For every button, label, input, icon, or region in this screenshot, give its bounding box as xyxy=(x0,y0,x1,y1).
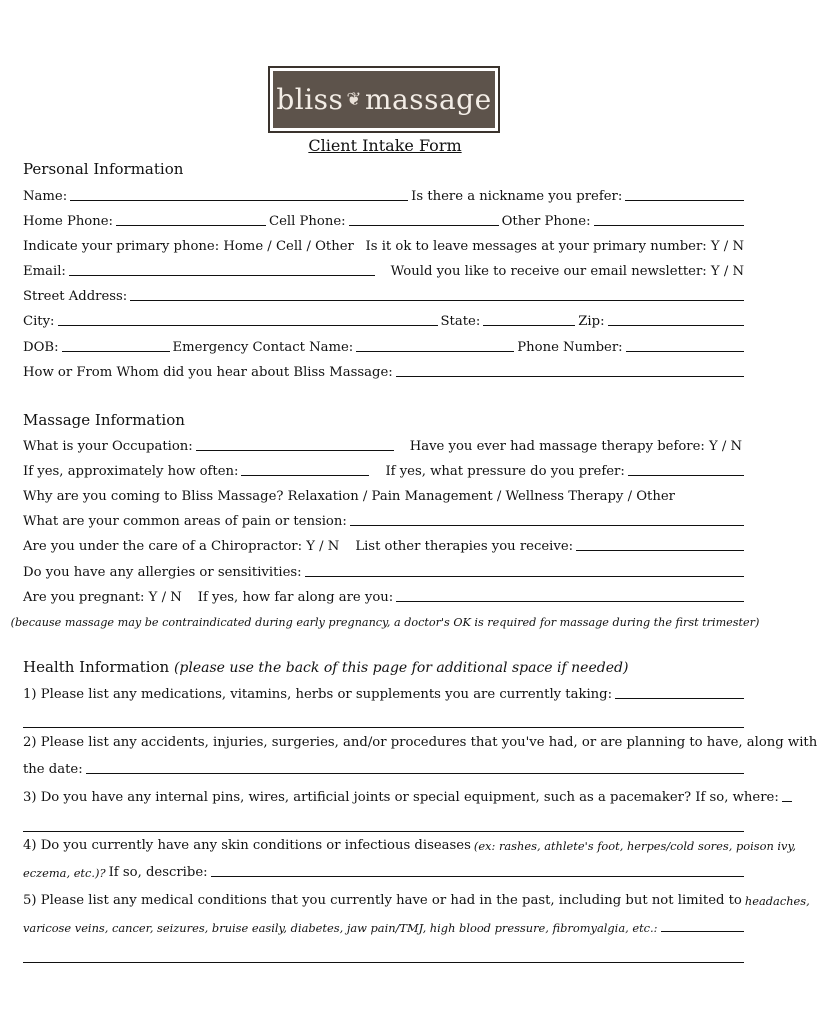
pregnancy-note: (because massage may be contraindicated during early pregnancy, a doctor's OK is required for massage during the first trimester) xyxy=(10,616,760,629)
option-newsletter[interactable]: Would you like to receive our email newsletter: Y / N xyxy=(390,264,744,279)
label-occupation: What is your Occupation: xyxy=(23,439,193,454)
row-pregnant xyxy=(23,590,744,605)
row-phones xyxy=(23,214,744,229)
label-how-far: If yes, how far along are you: xyxy=(197,590,394,605)
option-primary-phone[interactable]: Indicate your primary phone: Home / Cell / Other xyxy=(23,239,354,254)
health-heading-note: (please use the back of this page for additional space if needed) xyxy=(173,660,629,676)
question-2: 2) Please list any accidents, injuries, surgeries, and/or procedures that you've had, or are planning to have, along with xyxy=(23,735,817,750)
label-street: Street Address: xyxy=(23,289,128,304)
label-email: Email: xyxy=(23,264,66,279)
logo xyxy=(268,66,500,133)
question-4: 4) Do you currently have any skin conditions or infectious diseases xyxy=(23,838,471,853)
field-occupation[interactable] xyxy=(196,449,394,451)
option-had-before[interactable]: Have you ever had massage therapy before: Y / N xyxy=(409,439,743,454)
question-5-examples: headaches, xyxy=(744,894,810,908)
section-heading-personal: Personal Information xyxy=(23,160,184,178)
field-allergies[interactable] xyxy=(305,575,744,577)
row-how-often xyxy=(23,464,744,479)
field-how-often[interactable] xyxy=(241,474,369,476)
field-emergency[interactable] xyxy=(356,350,514,352)
field-referral[interactable] xyxy=(396,375,744,377)
label-dob: DOB: xyxy=(23,340,59,355)
label-city: City: xyxy=(23,314,55,329)
field-cell-phone[interactable] xyxy=(349,224,499,226)
row-primary-phone xyxy=(23,239,744,254)
option-leave-messages[interactable]: Is it ok to leave messages at your primary number: Y / N xyxy=(365,239,744,254)
row-q1 xyxy=(23,687,744,702)
label-state: State: xyxy=(440,314,481,329)
label-referral: How or From Whom did you hear about Bliss Massage: xyxy=(23,365,393,380)
field-q3[interactable] xyxy=(782,800,792,802)
field-how-far[interactable] xyxy=(396,600,744,602)
row-occupation xyxy=(23,439,744,454)
field-dob[interactable] xyxy=(62,350,170,352)
label-other-therapies: List other therapies you receive: xyxy=(355,539,574,554)
question-2-date: the date: xyxy=(23,762,83,777)
label-allergies: Do you have any allergies or sensitivities: xyxy=(23,565,302,580)
health-heading-label: Health Information xyxy=(23,658,170,676)
row-q4b xyxy=(23,865,744,880)
question-5: 5) Please list any medical conditions that you currently have or had in the past, including but not limited to xyxy=(23,893,742,908)
row-q4a xyxy=(23,838,797,853)
field-email[interactable] xyxy=(69,274,375,276)
question-4-describe: If so, describe: xyxy=(108,865,208,880)
row-q2a xyxy=(23,735,817,750)
field-pressure[interactable] xyxy=(628,474,744,476)
row-q2b xyxy=(23,762,744,777)
label-pressure: If yes, what pressure do you prefer: xyxy=(385,464,625,479)
option-pregnant[interactable]: Are you pregnant: Y / N xyxy=(23,590,182,605)
question-4-examples-cont: eczema, etc.)? xyxy=(23,866,106,880)
label-zip: Zip: xyxy=(578,314,605,329)
field-zip[interactable] xyxy=(608,324,744,326)
field-q1[interactable] xyxy=(615,697,744,699)
row-q5a xyxy=(23,893,810,908)
question-4-examples: (ex: rashes, athlete's foot, herpes/cold sores, poison ivy, xyxy=(473,839,797,853)
field-q3-extra-line[interactable] xyxy=(23,831,744,832)
logo-word-bliss: bliss xyxy=(276,83,344,116)
row-pain-areas xyxy=(23,514,744,529)
field-state[interactable] xyxy=(483,324,575,326)
label-pain-areas: What are your common areas of pain or tension: xyxy=(23,514,347,529)
field-q2[interactable] xyxy=(86,772,744,774)
label-phone-number: Phone Number: xyxy=(517,340,623,355)
logo-word-massage: massage xyxy=(365,83,492,116)
lotus-icon: ❦ xyxy=(346,89,362,110)
field-q5[interactable] xyxy=(661,930,744,932)
question-5-examples-cont: varicose veins, cancer, seizures, bruise easily, diabetes, jaw pain/TMJ, high blood pressure, fibromyalgia, etc.: xyxy=(23,921,658,935)
field-q4[interactable] xyxy=(211,875,744,877)
section-heading-health xyxy=(23,658,628,676)
row-email xyxy=(23,264,744,279)
field-q1-extra-line[interactable] xyxy=(23,727,744,728)
field-city[interactable] xyxy=(58,324,438,326)
question-1: 1) Please list any medications, vitamins, herbs or supplements you are currently taking: xyxy=(23,687,613,702)
field-home-phone[interactable] xyxy=(116,224,266,226)
row-referral xyxy=(23,365,744,380)
field-pain-areas[interactable] xyxy=(350,524,744,526)
question-3: 3) Do you have any internal pins, wires, artificial joints or special equipment, such as a pacemaker? If so, where: xyxy=(23,790,779,805)
field-other-therapies[interactable] xyxy=(576,549,744,551)
field-q5-extra-line[interactable] xyxy=(23,962,744,963)
row-dob xyxy=(23,340,744,355)
field-other-phone[interactable] xyxy=(594,224,744,226)
section-heading-massage: Massage Information xyxy=(23,411,185,429)
field-nickname[interactable] xyxy=(625,199,744,201)
label-emergency: Emergency Contact Name: xyxy=(172,340,354,355)
label-other-phone: Other Phone: xyxy=(501,214,591,229)
field-phone-number[interactable] xyxy=(626,350,744,352)
field-name[interactable] xyxy=(70,199,408,201)
row-q5b xyxy=(23,921,744,935)
row-name xyxy=(23,189,744,204)
row-q3 xyxy=(23,790,779,805)
form-title: Client Intake Form xyxy=(308,136,462,155)
logo-plate xyxy=(273,71,495,128)
field-street[interactable] xyxy=(130,299,744,301)
label-cell-phone: Cell Phone: xyxy=(269,214,346,229)
row-street xyxy=(23,289,744,304)
row-chiropractor xyxy=(23,539,744,554)
row-allergies xyxy=(23,565,744,580)
label-name: Name: xyxy=(23,189,68,204)
row-why xyxy=(23,489,744,504)
row-city xyxy=(23,314,744,329)
option-why[interactable]: Why are you coming to Bliss Massage? Relaxation / Pain Management / Wellness Therapy / Other xyxy=(23,489,675,504)
label-home-phone: Home Phone: xyxy=(23,214,113,229)
label-how-often: If yes, approximately how often: xyxy=(23,464,239,479)
label-nickname: Is there a nickname you prefer: xyxy=(411,189,623,204)
option-chiropractor[interactable]: Are you under the care of a Chiropractor: Y / N xyxy=(23,539,340,554)
